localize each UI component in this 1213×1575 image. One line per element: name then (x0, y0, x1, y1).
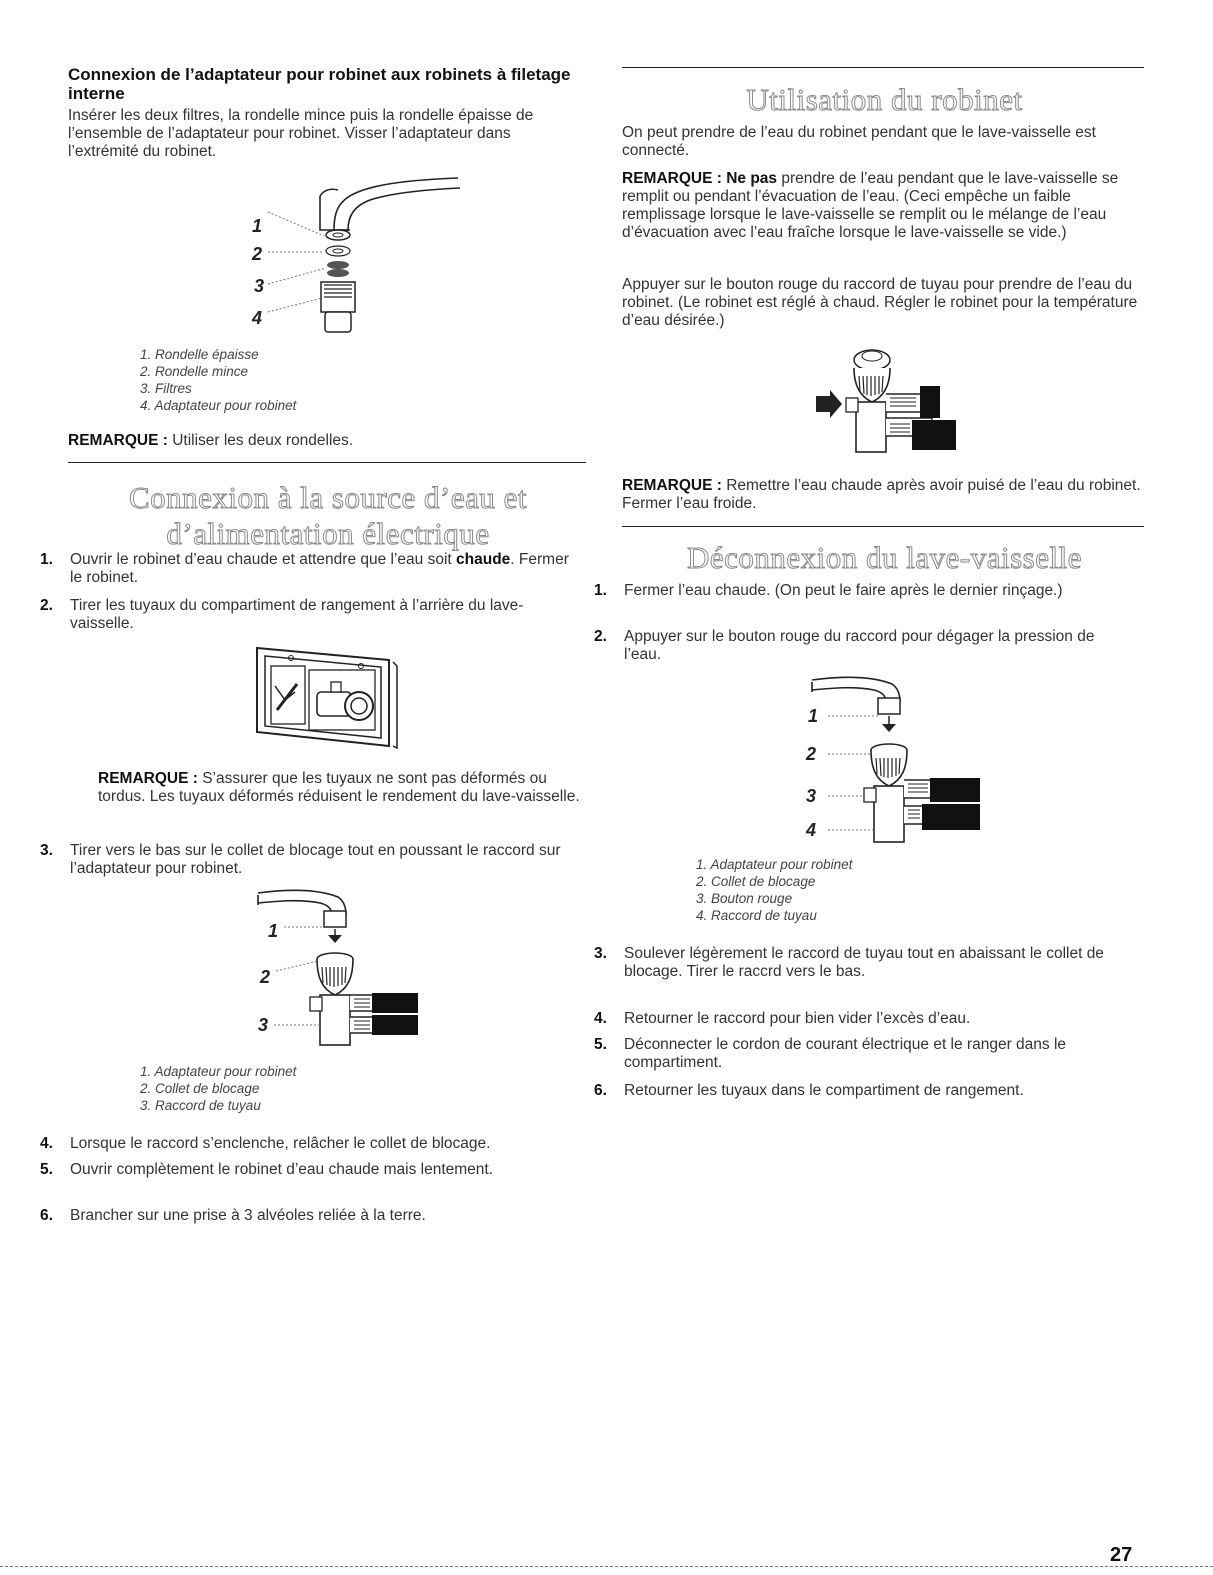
step-number: 6. (594, 1082, 607, 1099)
caption-item: 3. Filtres (140, 381, 192, 396)
figure1-captions (140, 346, 296, 414)
disconnection-parts-figure (792, 672, 982, 858)
step-text: Retourner les tuyaux dans le compartiment de rangement. (624, 1082, 1024, 1099)
storage-compartment-figure (253, 640, 403, 752)
step-text: Déconnecter le cordon de courant électrique et le ranger dans le compartiment. (624, 1036, 1067, 1071)
section-divider (622, 67, 1144, 68)
step-text: Appuyer sur le bouton rouge du raccord pour dégager la pression de l’eau. (624, 628, 1095, 663)
note-text: Remettre l’eau chaude après avoir puisé de l’eau du robinet. Fermer l’eau froide. (622, 477, 1141, 512)
left-step-2 (40, 597, 580, 633)
caption-item: 2. Rondelle mince (140, 364, 249, 379)
right-step-1 (594, 582, 1134, 600)
caption-item: 2. Collet de blocage (140, 1081, 260, 1096)
step-text: Tirer les tuyaux du compartiment de rangement à l’arrière du lave-vaisselle. (70, 597, 524, 632)
red-button-press-figure (812, 338, 962, 456)
figure3-captions (140, 1063, 296, 1114)
step-number: 5. (594, 1036, 607, 1053)
note-text: prendre de l’eau pendant que le lave-vaisselle se remplit ou pendant l’évacuation de l’eau. (Ceci empêche un faible remplissage lorsque le lave-vaisselle se remplit ou le mélange de l’eau d’évacuation avec l’eau fraîche lorsque le lave-vaisselle se vide.) (622, 170, 1119, 241)
step-text: . Fermer le robinet. (70, 551, 569, 586)
section-title-line1: Connexion à la source d’eau et (128, 480, 528, 515)
step-number: 3. (40, 842, 53, 859)
left-step-3 (40, 842, 580, 878)
callout-2: 2 (252, 244, 263, 264)
callout-3: 3 (806, 786, 817, 806)
note-use-washers (68, 432, 583, 450)
page-number: 27 (1110, 1544, 1133, 1566)
left-step-1 (40, 551, 580, 587)
callout-1: 1 (268, 921, 279, 941)
step-text: Retourner le raccord pour bien vider l’excès d’eau. (624, 1010, 971, 1027)
section-divider (68, 462, 586, 463)
callout-2: 2 (806, 744, 817, 764)
note-label: REMARQUE : Ne pas (622, 170, 778, 187)
section-title-line2: d’alimentation électrique (166, 516, 490, 551)
section-title-faucet-use: Utilisation du robinet (746, 82, 1023, 117)
faucet-use-paragraph: On peut prendre de l’eau du robinet pendant que le lave-vaisselle est connecté. (622, 124, 1096, 159)
step-number: 1. (40, 551, 53, 568)
step-number: 4. (594, 1010, 607, 1027)
bottom-edge-line (0, 1566, 1213, 1567)
caption-item: 2. Collet de blocage (696, 874, 816, 889)
callout-4: 4 (252, 308, 263, 328)
step-text: Lorsque le raccord s’enclenche, relâcher le collet de blocage. (70, 1135, 491, 1152)
adapter-paragraph: Insérer les deux filtres, la rondelle mince puis la rondelle épaisse de l’ensemble de l’adaptateur pour robinet. Visser l’adaptateur dans l’extrémité du robinet. (68, 107, 534, 160)
right-step-5 (594, 1036, 1094, 1072)
connector-on-adapter-figure (228, 885, 418, 1061)
step-text: Ouvrir complètement le robinet d’eau chaude mais lentement. (70, 1161, 494, 1178)
step-text: Brancher sur une prise à 3 alvéoles reliée à la terre. (70, 1207, 426, 1224)
right-step-2 (594, 628, 1134, 664)
figure5-captions (696, 856, 852, 924)
left-step-6 (40, 1207, 580, 1225)
left-step-5 (40, 1161, 510, 1179)
caption-item: 4. Raccord de tuyau (696, 908, 817, 923)
note-restore-hot-water (622, 477, 1144, 513)
step-number: 3. (594, 945, 607, 962)
note-label: REMARQUE : (622, 477, 722, 494)
caption-item: 1. Adaptateur pour robinet (140, 1064, 297, 1079)
faucet-adapter-exploded-figure (238, 172, 478, 344)
callout-4: 4 (806, 820, 817, 840)
step-number: 2. (594, 628, 607, 645)
right-step-6 (594, 1082, 1134, 1100)
note-text: S’assurer que les tuyaux ne sont pas déformés ou tordus. Les tuyaux déformés réduisent le rendement du lave-vaisselle. (98, 770, 580, 805)
note-label: REMARQUE : (68, 432, 168, 449)
callout-1: 1 (252, 216, 263, 236)
step-number: 6. (40, 1207, 53, 1224)
step-number: 4. (40, 1135, 53, 1152)
right-step-4 (594, 1010, 1134, 1028)
callout-3: 3 (254, 276, 265, 296)
step-number: 1. (594, 582, 607, 599)
section-title-disconnection: Déconnexion du lave-vaisselle (687, 540, 1082, 575)
adapter-heading: Connexion de l’adaptateur pour robinet aux robinets à filetage interne (68, 65, 571, 103)
caption-item: 3. Bouton rouge (696, 891, 793, 906)
step-number: 2. (40, 597, 53, 614)
note-label: REMARQUE : (98, 770, 198, 787)
section-divider (622, 526, 1144, 527)
caption-item: 1. Adaptateur pour robinet (696, 857, 853, 872)
note-do-not-draw-water (622, 170, 1140, 242)
step-text: Soulever légèrement le raccord de tuyau tout en abaissant le collet de blocage. Tirer le raccrd vers le bas. (624, 945, 1104, 980)
left-step-4 (40, 1135, 600, 1153)
callout-1: 1 (808, 706, 819, 726)
step-bold-text: chaude (456, 551, 511, 568)
step-text: Ouvrir le robinet d’eau chaude et attendre que l’eau soit (70, 551, 457, 568)
section-title-connection (68, 480, 588, 552)
red-button-paragraph: Appuyer sur le bouton rouge du raccord de tuyau pour prendre de l’eau du robinet. (Le robinet est réglé à chaud. Régler le robinet pour la température d’eau désirée.) (622, 276, 1138, 329)
callout-3: 3 (258, 1015, 269, 1035)
right-step-3 (594, 945, 1119, 981)
callout-2: 2 (260, 967, 271, 987)
caption-item: 3. Raccord de tuyau (140, 1098, 261, 1113)
note-hoses-not-kinked (98, 770, 583, 806)
step-text: Tirer vers le bas sur le collet de blocage tout en poussant le raccord sur l’adaptateur pour robinet. (70, 842, 561, 877)
note-text: Utiliser les deux rondelles. (167, 432, 354, 449)
step-number: 5. (40, 1161, 53, 1178)
caption-item: 1. Rondelle épaisse (140, 347, 259, 362)
caption-item: 4. Adaptateur pour robinet (140, 398, 297, 413)
step-text: Fermer l’eau chaude. (On peut le faire après le dernier rinçage.) (624, 582, 1063, 599)
